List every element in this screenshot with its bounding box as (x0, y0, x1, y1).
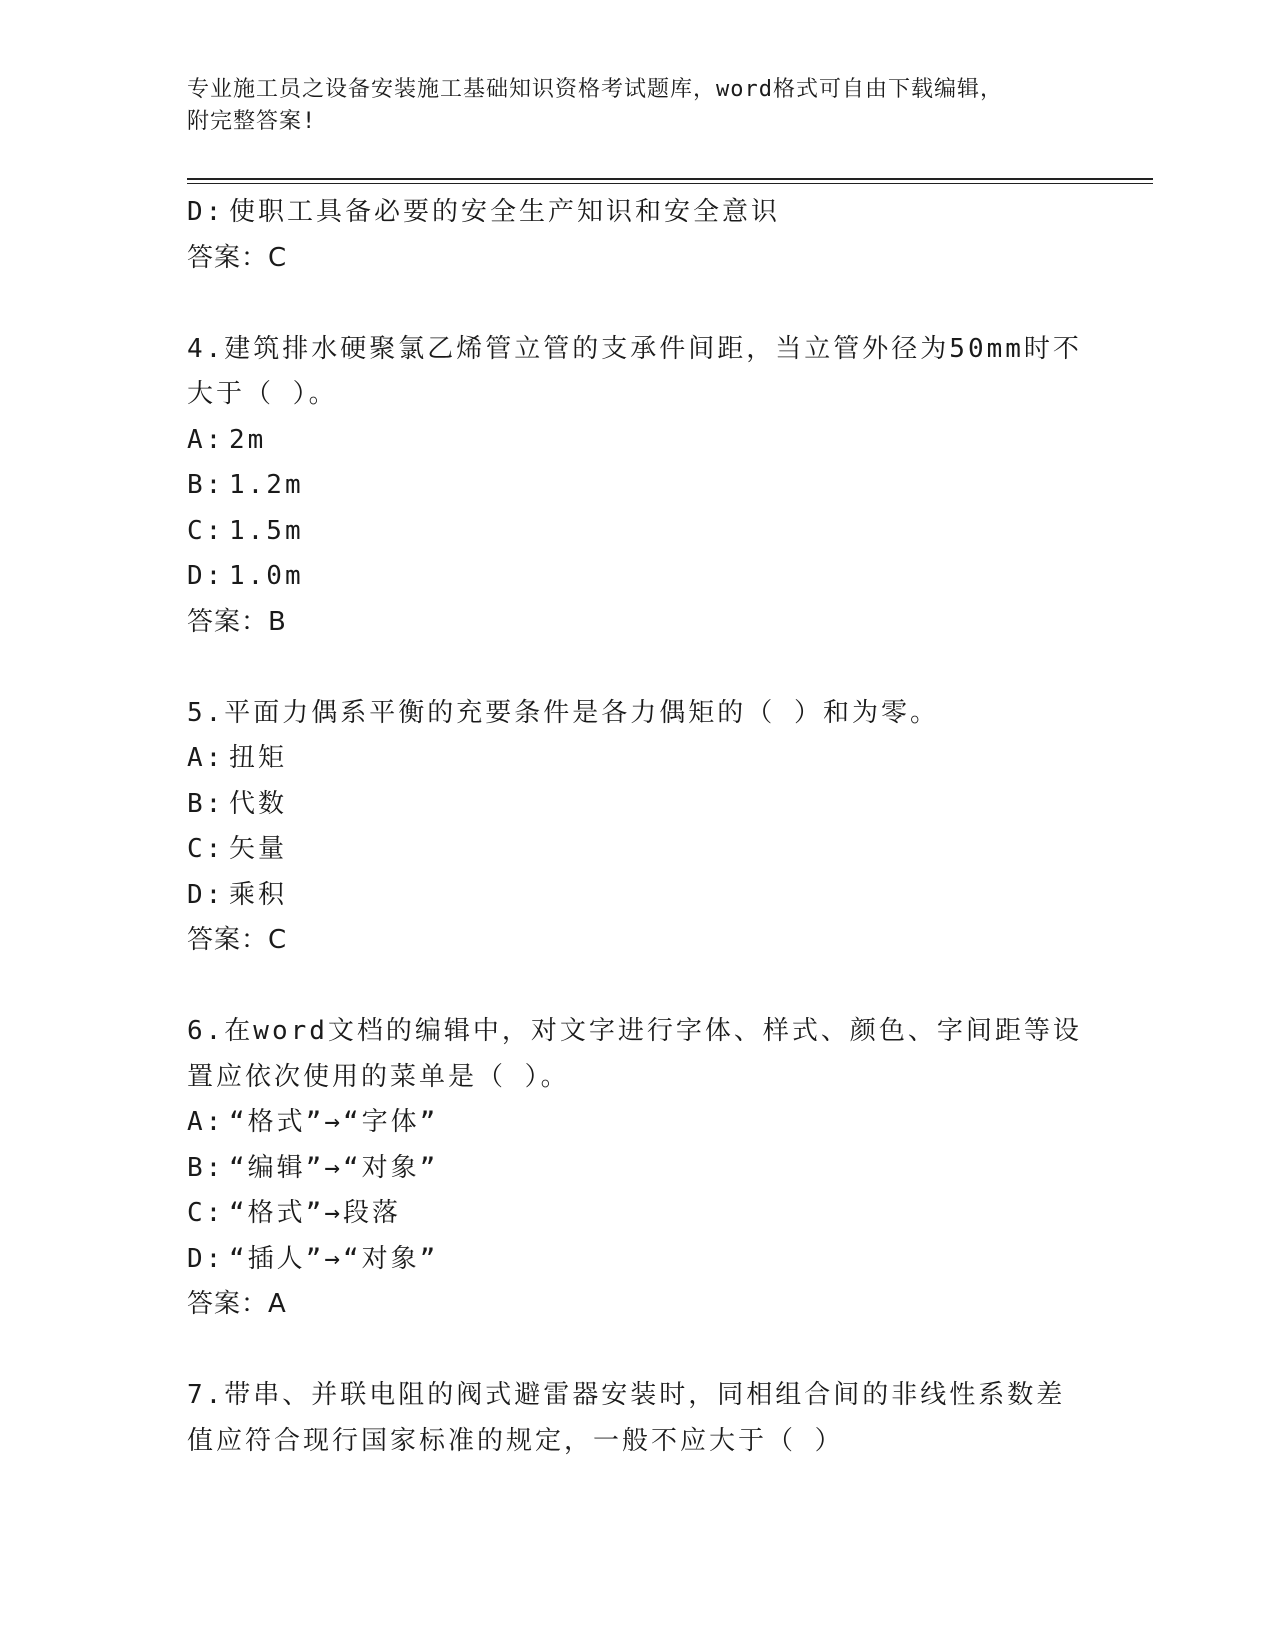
header-line-2: 附完整答案! (187, 109, 317, 134)
option-text: 1.2m (229, 470, 304, 500)
option-letter: A: (187, 743, 225, 773)
question-7 (187, 1373, 1087, 1464)
header-rule-thin (187, 183, 1153, 184)
option-b (187, 1146, 1087, 1192)
question-4 (187, 327, 1087, 646)
option-d (187, 1237, 1087, 1283)
option-text: 代数 (229, 788, 288, 819)
option-letter: D: (187, 197, 225, 227)
question-stem-line: 4.建筑排水硬聚氯乙烯管立管的支承件间距，当立管外径为50mm时不 (187, 333, 1082, 364)
option-d (187, 873, 1087, 919)
option-c (187, 1191, 1087, 1237)
question-answer: 答案：B (187, 606, 287, 637)
question-5 (187, 691, 1087, 964)
question-stem-line: 6.在word文档的编辑中，对文字进行字体、样式、颜色、字间距等设 (187, 1016, 1082, 1046)
option-text: “格式”→“字体” (229, 1107, 439, 1137)
header-line-1: 专业施工员之设备安装施工基础知识资格考试题库，word格式可自由下载编辑， (187, 77, 1003, 102)
option-letter: C: (187, 515, 225, 546)
option-letter: B: (187, 470, 225, 500)
q3-answer: 答案：C (187, 242, 288, 273)
option-text: “格式”→段落 (229, 1198, 401, 1228)
option-a (187, 1100, 1087, 1146)
option-letter: D: (187, 1243, 225, 1274)
option-a (187, 418, 1087, 464)
header-rule-thick (187, 178, 1153, 180)
option-d (187, 554, 1087, 600)
option-text: “插人”→“对象” (229, 1243, 439, 1274)
question-body (187, 190, 1087, 1464)
question-6 (187, 1009, 1087, 1328)
page-header (187, 74, 1087, 138)
option-letter: B: (187, 788, 225, 819)
option-letter: A: (187, 424, 225, 455)
question-stem-line: 7.带串、并联电阻的阀式避雷器安装时，同相组合间的非线性系数差 (187, 1380, 1066, 1410)
option-text: 矢量 (229, 834, 288, 864)
option-text: 1.0m (229, 561, 304, 591)
option-letter: A: (187, 1107, 225, 1137)
option-c (187, 509, 1087, 555)
question-stem-line: 置应依次使用的菜单是（ ）。 (187, 1061, 570, 1092)
option-letter: C: (187, 834, 225, 864)
option-text: 乘积 (229, 879, 288, 910)
option-text: 2m (229, 424, 267, 455)
option-letter: D: (187, 561, 225, 591)
option-b (187, 463, 1087, 509)
option-text: 扭矩 (229, 743, 288, 773)
question-stem-line: 5.平面力偶系平衡的充要条件是各力偶矩的（ ）和为零。 (187, 697, 939, 728)
question-stem-line: 值应符合现行国家标准的规定，一般不应大于（ ） (187, 1425, 844, 1456)
option-letter: D: (187, 879, 225, 910)
option-text: 使职工具备必要的安全生产知识和安全意识 (229, 197, 781, 227)
option-text: “编辑”→“对象” (229, 1152, 439, 1183)
option-letter: B: (187, 1152, 225, 1183)
option-a (187, 736, 1087, 782)
q3-option-d (187, 190, 1087, 236)
option-b (187, 782, 1087, 828)
option-text: 1.5m (229, 515, 304, 546)
question-answer: 答案：A (187, 1289, 287, 1319)
option-c (187, 827, 1087, 873)
option-letter: C: (187, 1198, 225, 1228)
question-stem-line: 大于（ ）。 (187, 379, 338, 409)
question-answer: 答案：C (187, 925, 288, 955)
